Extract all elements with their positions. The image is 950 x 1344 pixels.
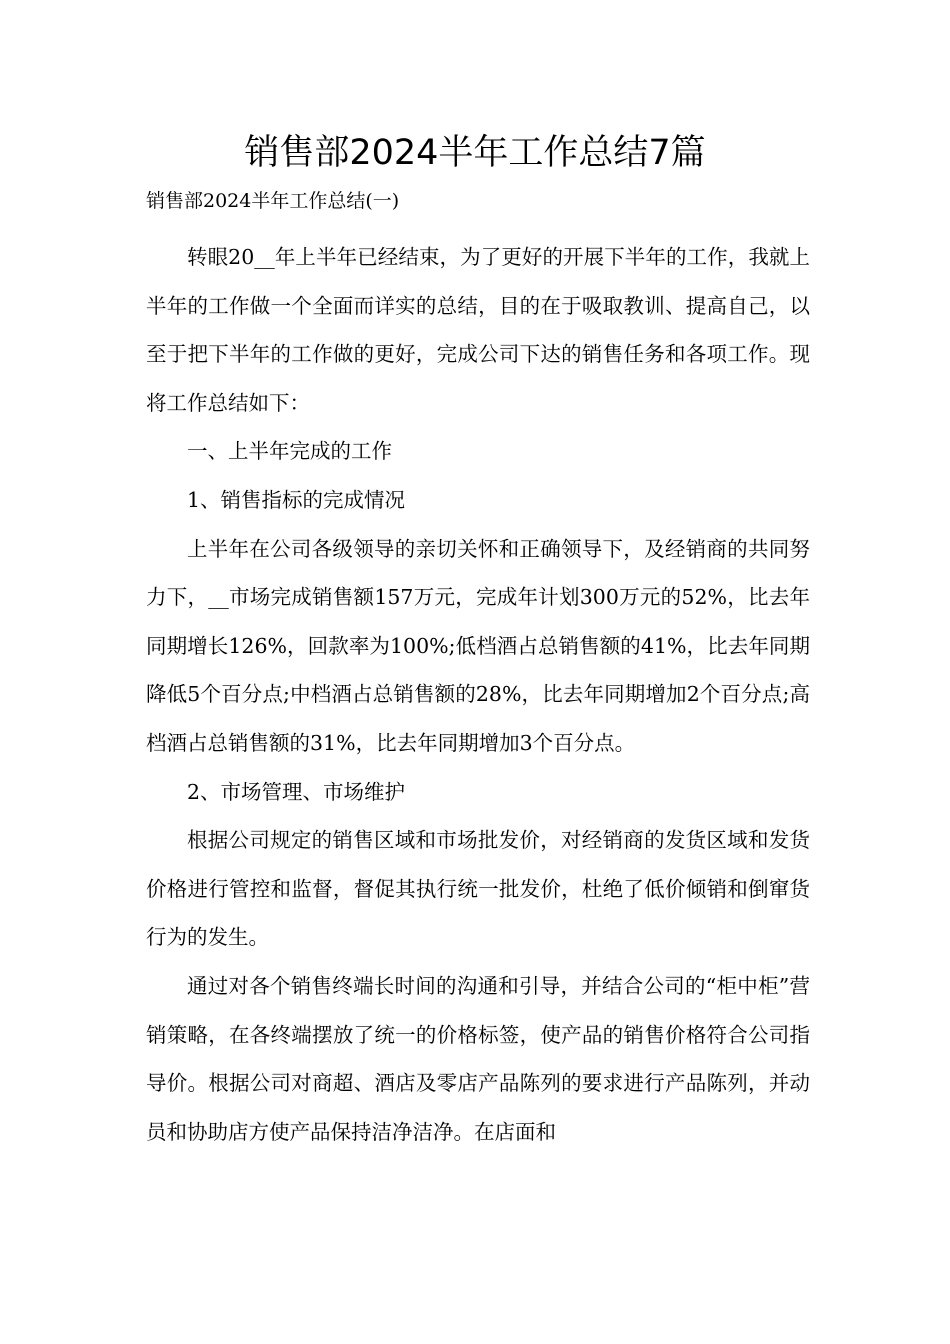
heading-section-1: 一、上半年完成的工作	[187, 439, 392, 464]
document-title: 销售部2024半年工作总结7篇	[244, 133, 706, 173]
heading-subsection-2: 2、市场管理、市场维护	[187, 779, 406, 804]
paragraph-sales-indicators: 上半年在公司各级领导的亲切关怀和正确领导下，及经销商的共同努力下，__市场完成销售额157万元，完成年计划300万元的52%，比去年同期增长126%，回款率为100%;低档酒占总销售额的41%，比去年同期降低5个百分点;中档酒占总销售额的28%，比去年同期增加2个百分点;高档酒占总销售额的31%，比去年同期增加3个百分点。	[146, 536, 810, 755]
paragraph-market-control: 根据公司规定的销售区域和市场批发价，对经销商的发货区域和发货价格进行管控和监督，督促其执行统一批发价，杜绝了低价倾销和倒窜货行为的发生。	[146, 828, 810, 950]
paragraph-intro: 转眼20__年上半年已经结束，为了更好的开展下半年的工作，我就上半年的工作做一个全面而详实的总结，目的在于吸取教训、提高自己，以至于把下半年的工作做的更好，完成公司下达的销售任务和各项工作。现将工作总结如下：	[146, 245, 810, 415]
heading-subsection-1: 1、销售指标的完成情况	[187, 487, 406, 512]
document-subtitle: 销售部2024半年工作总结(一)	[146, 190, 400, 212]
paragraph-terminal-management: 通过对各个销售终端长时间的沟通和引导，并结合公司的“柜中柜”营销策略，在各终端摆放了统一的价格标签，使产品的销售价格符合公司指导价。根据公司对商超、酒店及零店产品陈列的要求进行产品陈列，并动员和协助店方使产品保持洁净洁净。在店面和	[146, 973, 810, 1144]
document-body	[146, 233, 810, 1156]
